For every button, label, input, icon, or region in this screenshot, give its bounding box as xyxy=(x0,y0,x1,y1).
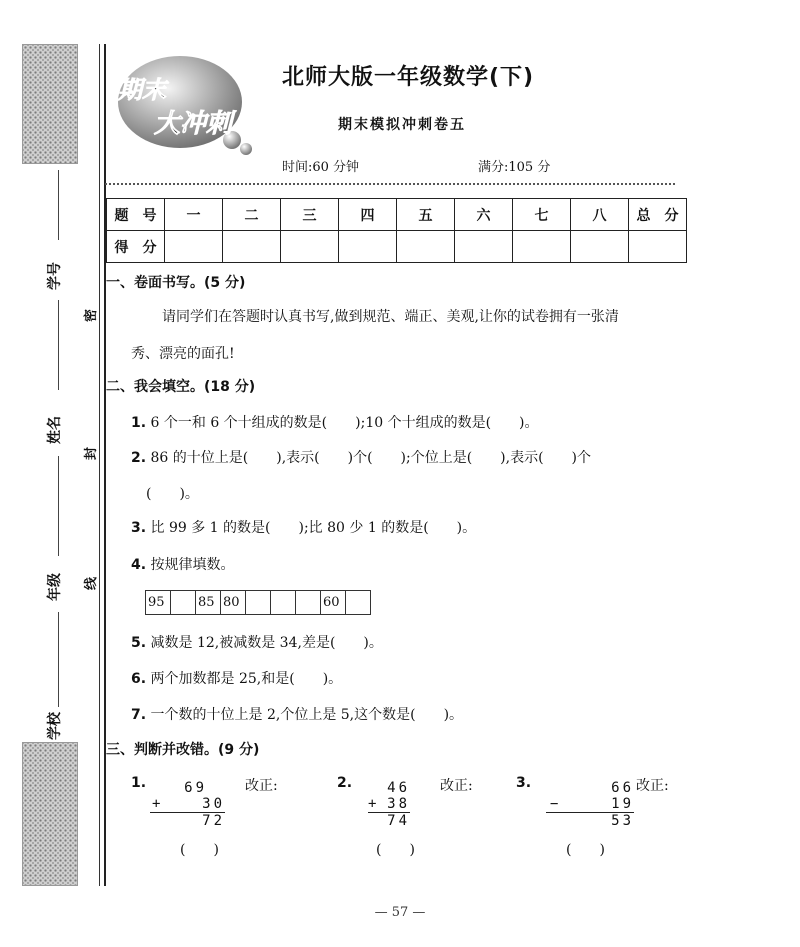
section-2-heading: 二、我会填空。(18 分) xyxy=(106,379,256,395)
score-cell[interactable] xyxy=(339,231,397,263)
logo-text-2: 大冲刺 xyxy=(154,109,233,139)
school-label: 学校 xyxy=(47,712,63,740)
binding-pattern-top xyxy=(22,44,78,164)
judge-paren-3[interactable]: ( ) xyxy=(566,842,605,858)
question-number: 6. xyxy=(131,671,147,687)
section-1-heading: 一、卷面书写。(5 分) xyxy=(106,275,246,291)
score-cell[interactable] xyxy=(629,231,687,263)
score-header-cell: 一 xyxy=(165,199,223,231)
number-sequence-boxes xyxy=(145,590,371,615)
seal-char-mi: 密 xyxy=(84,308,100,323)
seal-char-xian: 线 xyxy=(84,576,100,591)
page-title: 北师大版一年级数学(下) xyxy=(282,65,535,90)
section-1-text-1: 请同学们在答题时认真书写,做到规范、端正、美观,让你的试卷拥有一张清 xyxy=(162,309,619,325)
question-text: 减数是 12,被减数是 34,差是( )。 xyxy=(150,635,383,651)
page-subtitle: 期末模拟冲刺卷五 xyxy=(338,117,466,133)
question-3 xyxy=(131,517,476,537)
dotted-divider xyxy=(105,183,675,185)
name-label: 姓名 xyxy=(47,416,63,444)
score-cell[interactable] xyxy=(455,231,513,263)
grade-label: 年级 xyxy=(47,573,63,601)
sequence-blank[interactable] xyxy=(346,591,371,615)
question-5 xyxy=(131,632,383,652)
section-1-text-2: 秀、漂亮的面孔! xyxy=(131,346,235,362)
judge-paren-1[interactable]: ( ) xyxy=(180,842,219,858)
binding-pattern-bottom xyxy=(22,742,78,886)
score-cell[interactable] xyxy=(513,231,571,263)
question-number: 4. xyxy=(131,557,147,573)
name-field[interactable] xyxy=(58,300,59,390)
vertical-calc-3 xyxy=(546,780,634,829)
calc-top: 69 xyxy=(184,780,207,796)
judge-item-number: 3. xyxy=(516,775,532,791)
question-text: 两个加数都是 25,和是( )。 xyxy=(150,671,343,687)
correction-label: 改正: xyxy=(636,778,669,794)
question-2-continued: ( )。 xyxy=(146,486,199,502)
question-text: 6 个一和 6 个十组成的数是( );10 个十组成的数是( )。 xyxy=(150,415,539,431)
question-text: 比 99 多 1 的数是( );比 80 少 1 的数是( )。 xyxy=(150,520,477,536)
question-text: 86 的十位上是( ),表示( )个( );个位上是( ),表示( )个 xyxy=(150,450,592,466)
sequence-blank[interactable] xyxy=(246,591,271,615)
question-text: 一个数的十位上是 2,个位上是 5,这个数是( )。 xyxy=(150,707,464,723)
judge-item-number: 2. xyxy=(337,775,353,791)
score-header-cell: 题 号 xyxy=(107,199,165,231)
score-cell[interactable] xyxy=(281,231,339,263)
score-header-cell: 三 xyxy=(281,199,339,231)
judge-item-number: 1. xyxy=(131,775,147,791)
sequence-cell: 80 xyxy=(221,591,246,615)
student-id-label: 学号 xyxy=(47,262,63,290)
calc-result: 53 xyxy=(546,812,634,829)
score-table-header-row xyxy=(107,199,687,231)
question-4 xyxy=(131,554,235,574)
page-number: — 57 — xyxy=(374,905,426,920)
calc-bottom: 19 xyxy=(611,796,634,812)
vertical-calc-1 xyxy=(150,780,225,829)
score-header-cell: 七 xyxy=(513,199,571,231)
binding-line xyxy=(99,44,100,886)
calc-operator: − xyxy=(550,796,562,812)
question-number: 5. xyxy=(131,635,147,651)
calc-top: 66 xyxy=(611,780,634,796)
score-header-cell: 五 xyxy=(397,199,455,231)
sequence-cell: 95 xyxy=(146,591,171,615)
judge-paren-2[interactable]: ( ) xyxy=(376,842,415,858)
calc-operator: + xyxy=(368,796,380,812)
calc-bottom: 30 xyxy=(202,796,225,812)
score-cell[interactable] xyxy=(571,231,629,263)
correction-label: 改正: xyxy=(440,778,473,794)
score-table xyxy=(106,198,687,263)
question-number: 2. xyxy=(131,450,147,466)
calc-result: 74 xyxy=(368,812,410,829)
binding-line-thick xyxy=(104,44,106,886)
calc-bottom: 38 xyxy=(387,796,410,812)
score-table-score-row xyxy=(107,231,687,263)
calc-result: 72 xyxy=(150,812,225,829)
question-1 xyxy=(131,412,539,432)
seal-char-feng: 封 xyxy=(84,446,100,461)
sequence-blank[interactable] xyxy=(271,591,296,615)
question-6 xyxy=(131,668,342,688)
section-3-heading: 三、判断并改错。(9 分) xyxy=(106,742,260,758)
question-2 xyxy=(131,447,591,467)
score-header-cell: 四 xyxy=(339,199,397,231)
exam-time: 时间:60 分钟 xyxy=(282,160,360,175)
question-7 xyxy=(131,704,463,724)
exam-logo xyxy=(112,50,262,160)
score-header-cell: 六 xyxy=(455,199,513,231)
question-number: 3. xyxy=(131,520,147,536)
calc-top: 46 xyxy=(387,780,410,796)
score-cell[interactable] xyxy=(397,231,455,263)
sequence-blank[interactable] xyxy=(296,591,321,615)
vertical-calc-2 xyxy=(368,780,410,829)
score-header-cell: 总 分 xyxy=(629,199,687,231)
student-id-field[interactable] xyxy=(58,170,59,240)
school-field[interactable] xyxy=(58,612,59,707)
score-cell[interactable] xyxy=(223,231,281,263)
correction-label: 改正: xyxy=(245,778,278,794)
question-text: 按规律填数。 xyxy=(150,557,235,573)
score-header-cell: 八 xyxy=(571,199,629,231)
score-header-cell: 二 xyxy=(223,199,281,231)
sequence-blank[interactable] xyxy=(171,591,196,615)
sequence-cell: 85 xyxy=(196,591,221,615)
exam-full-score: 满分:105 分 xyxy=(478,160,551,175)
logo-text-1: 期末 xyxy=(118,76,166,104)
logo-ball-2 xyxy=(240,143,252,155)
sequence-cell: 60 xyxy=(321,591,346,615)
question-number: 7. xyxy=(131,707,147,723)
calc-operator: + xyxy=(152,796,164,812)
grade-field[interactable] xyxy=(58,456,59,556)
question-number: 1. xyxy=(131,415,147,431)
score-row-label: 得 分 xyxy=(107,231,165,263)
score-cell[interactable] xyxy=(165,231,223,263)
